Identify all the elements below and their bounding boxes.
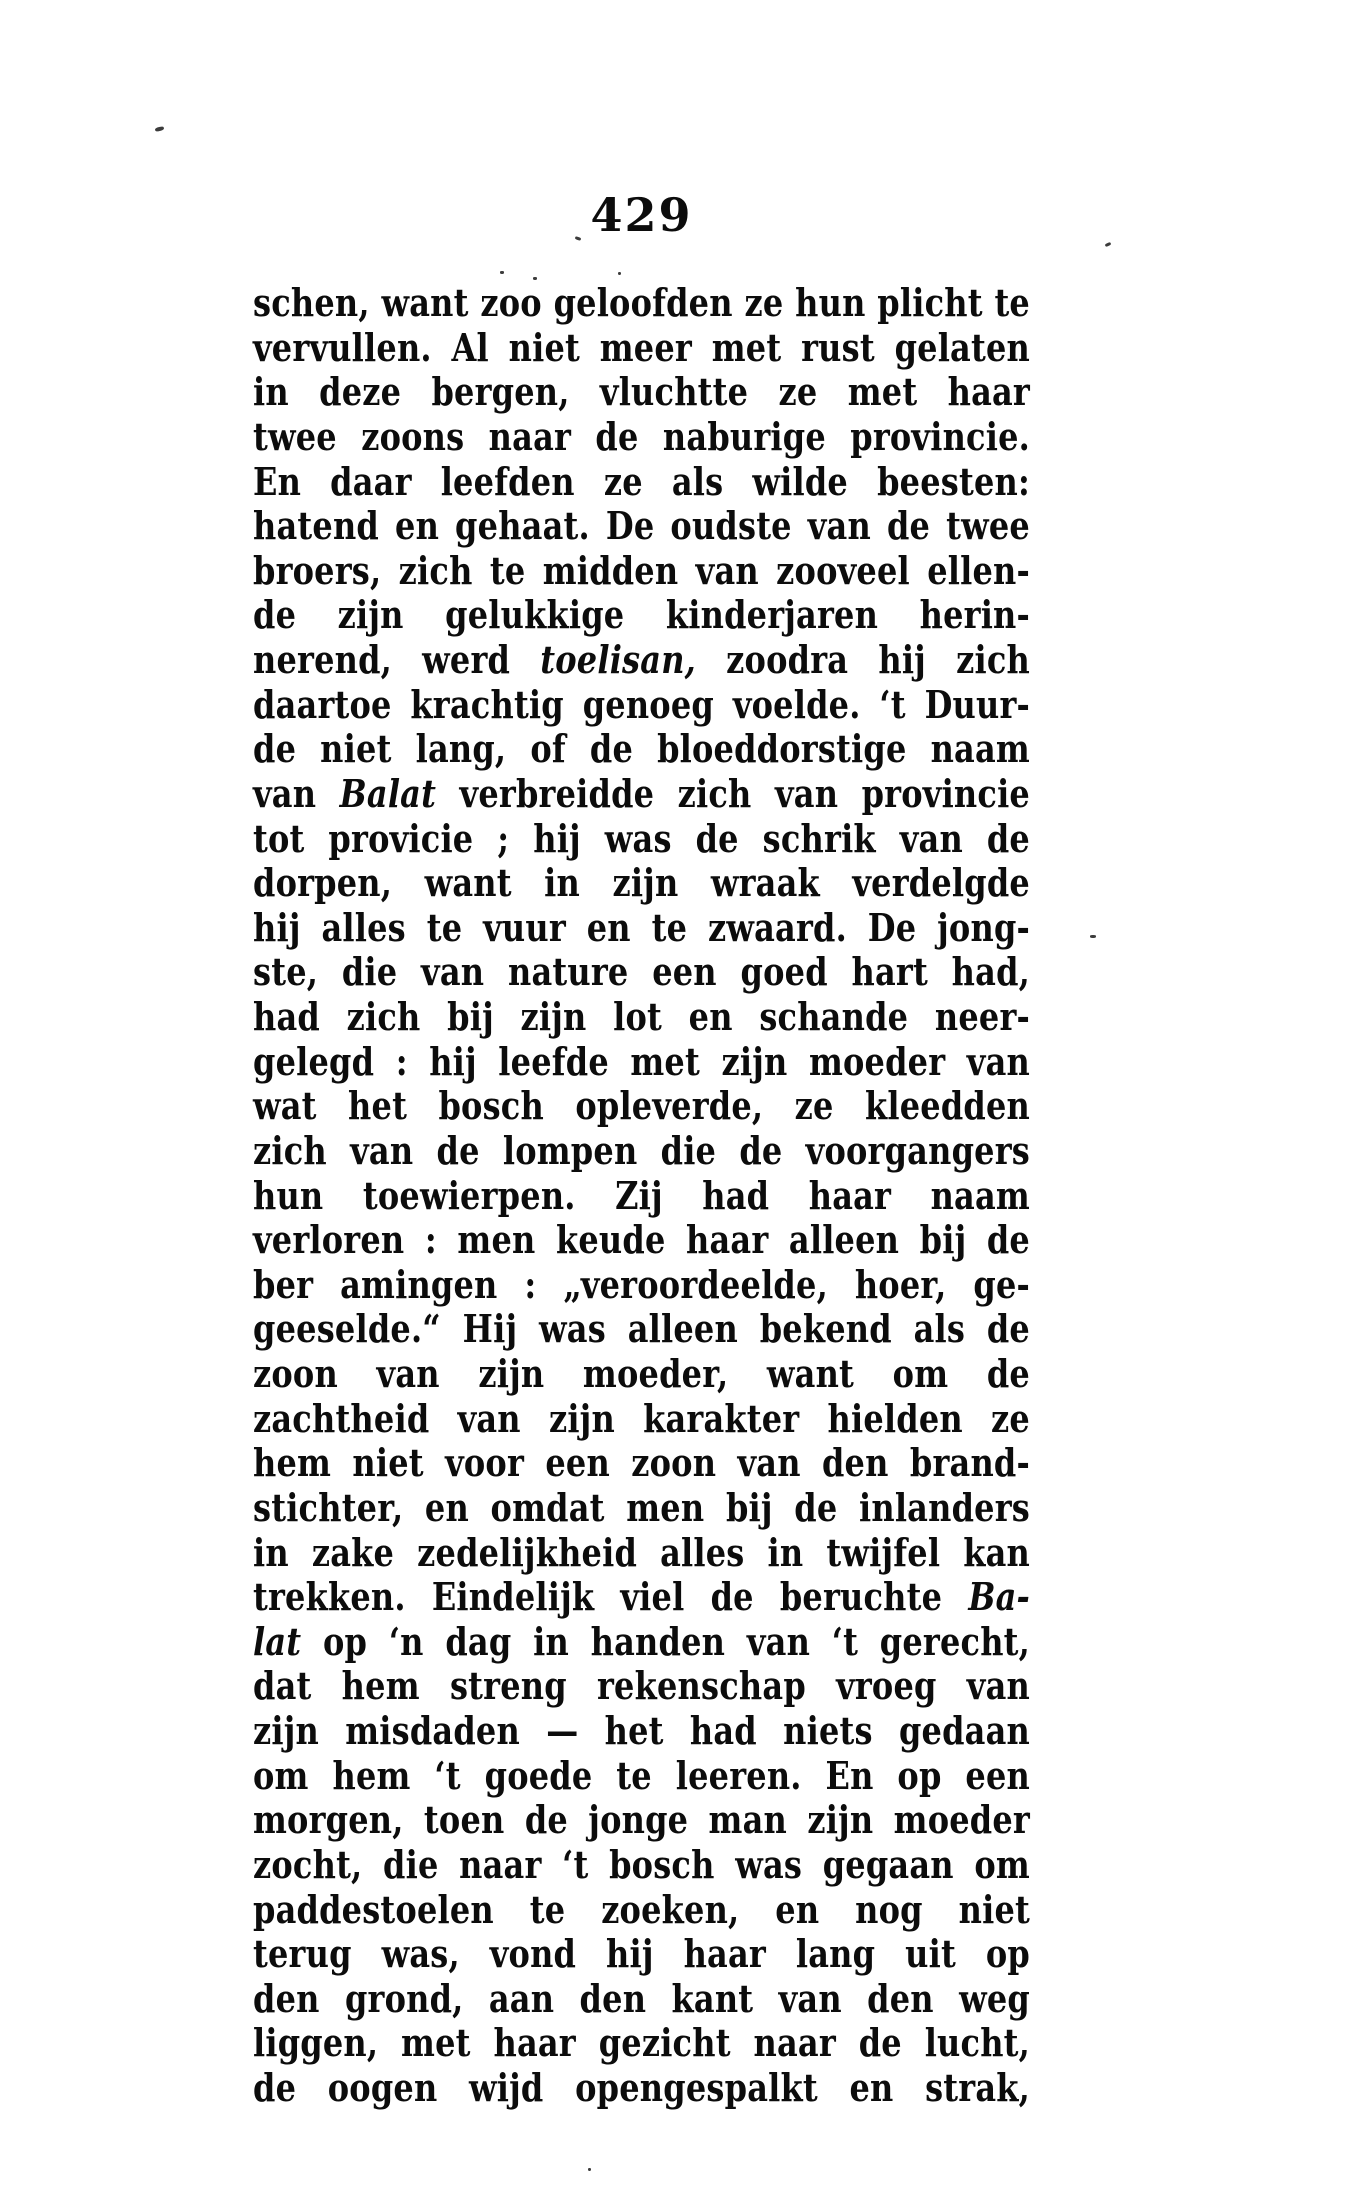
body-text: dat hem streng rekenschap vroeg van — [253, 1663, 1030, 1710]
body-text: En daar leefden ze als wilde beesten: — [253, 458, 1030, 505]
body-text: de niet lang, of de bloeddorstige naam — [253, 726, 1030, 772]
ink-speck — [1105, 242, 1112, 247]
body-text: op ‘n dag in handen van ‘t gerecht, — [301, 1618, 1030, 1665]
body-text: van — [253, 771, 340, 817]
body-text: trekken. Eindelijk viel de beruchte — [253, 1574, 969, 1620]
body-text: de oogen wijd opengespalkt en strak, — [253, 2065, 1030, 2111]
body-text: broers, zich te midden van zooveel ellen- — [253, 547, 1030, 594]
body-text: terug was, vond hij haar lang uit op — [253, 1931, 1030, 1977]
ink-speck — [155, 126, 165, 132]
body-text: daartoe krachtig genoeg voelde. ‘t Duur- — [253, 681, 1030, 728]
text-block — [253, 281, 1030, 2111]
body-text: zich van de lompen die de voorgangers — [253, 1128, 1030, 1174]
ink-speck — [588, 2168, 591, 2171]
body-text: in zake zedelijkheid alles in twijfel kan — [253, 1529, 1030, 1576]
body-text: twee zoons naar de naburige provincie. — [253, 414, 1030, 460]
body-text: stichter, en omdat men bij de inlanders — [253, 1485, 1030, 1531]
ink-speck — [618, 272, 621, 275]
body-text: in deze bergen, vluchtte ze met haar — [253, 369, 1030, 415]
body-text: hatend en gehaat. De oudste van de twee — [253, 503, 1030, 549]
body-text: geeselde.“ Hij was alleen bekend als de — [253, 1306, 1030, 1353]
body-text: hij alles te vuur en te zwaard. De jong- — [253, 904, 1030, 951]
body-text: nerend, werd — [253, 637, 541, 683]
body-text: zoodra hij zich — [696, 637, 1030, 683]
body-text: hun toewierpen. Zij had haar naam — [253, 1172, 1030, 1219]
italic-text: Ba- — [968, 1574, 1030, 1620]
body-text: verbreidde zich van provincie — [436, 771, 1030, 817]
body-text: hem niet voor een zoon van den brand- — [253, 1440, 1030, 1486]
italic-text: Balat — [339, 771, 437, 817]
body-text: gelegd : hij leefde met zijn moeder van — [253, 1038, 1030, 1085]
page-number: 429 — [590, 188, 693, 242]
italic-text: toelisan, — [540, 637, 697, 683]
body-text: zijn misdaden — het had niets gedaan — [253, 1708, 1030, 1754]
body-text: liggen, met haar gezicht naar de lucht, — [253, 2020, 1030, 2067]
body-text: zocht, die naar ‘t bosch was gegaan om — [253, 1842, 1030, 1888]
body-text: zachtheid van zijn karakter hielden ze — [253, 1395, 1030, 1442]
body-text: dorpen, want in zijn wraak verdelgde — [253, 860, 1030, 906]
ink-speck — [500, 271, 504, 274]
body-text: paddestoelen te zoeken, en nog niet — [253, 1886, 1030, 1933]
body-text: verloren : men keude haar alleen bij de — [253, 1217, 1030, 1263]
body-text: den grond, aan den kant van den weg — [253, 1975, 1030, 2022]
italic-text: lat — [253, 1618, 302, 1665]
body-text: zoon van zijn moeder, want om de — [253, 1351, 1030, 1397]
body-text: ber amingen : „veroordeelde, hoer, ge- — [253, 1261, 1030, 1308]
body-text: ste, die van nature een goed hart had, — [253, 949, 1030, 996]
body-text: wat het bosch opleverde, ze kleedden — [253, 1083, 1030, 1129]
text-line — [253, 2062, 1030, 2116]
body-text: had zich bij zijn lot en schande neer- — [253, 994, 1030, 1040]
body-text: tot provicie ; hij was de schrik van de — [253, 815, 1030, 862]
ink-speck — [533, 277, 537, 280]
body-text: morgen, toen de jonge man zijn moeder — [253, 1797, 1030, 1843]
body-text: de zijn gelukkige kinderjaren herin- — [253, 592, 1030, 639]
body-text: vervullen. Al niet meer met rust gelaten — [253, 324, 1030, 371]
body-text: schen, want zoo geloofden ze hun plicht te — [253, 280, 1030, 326]
ink-speck — [1090, 935, 1096, 938]
body-text: om hem ‘t goede te leeren. En op een — [253, 1752, 1030, 1799]
